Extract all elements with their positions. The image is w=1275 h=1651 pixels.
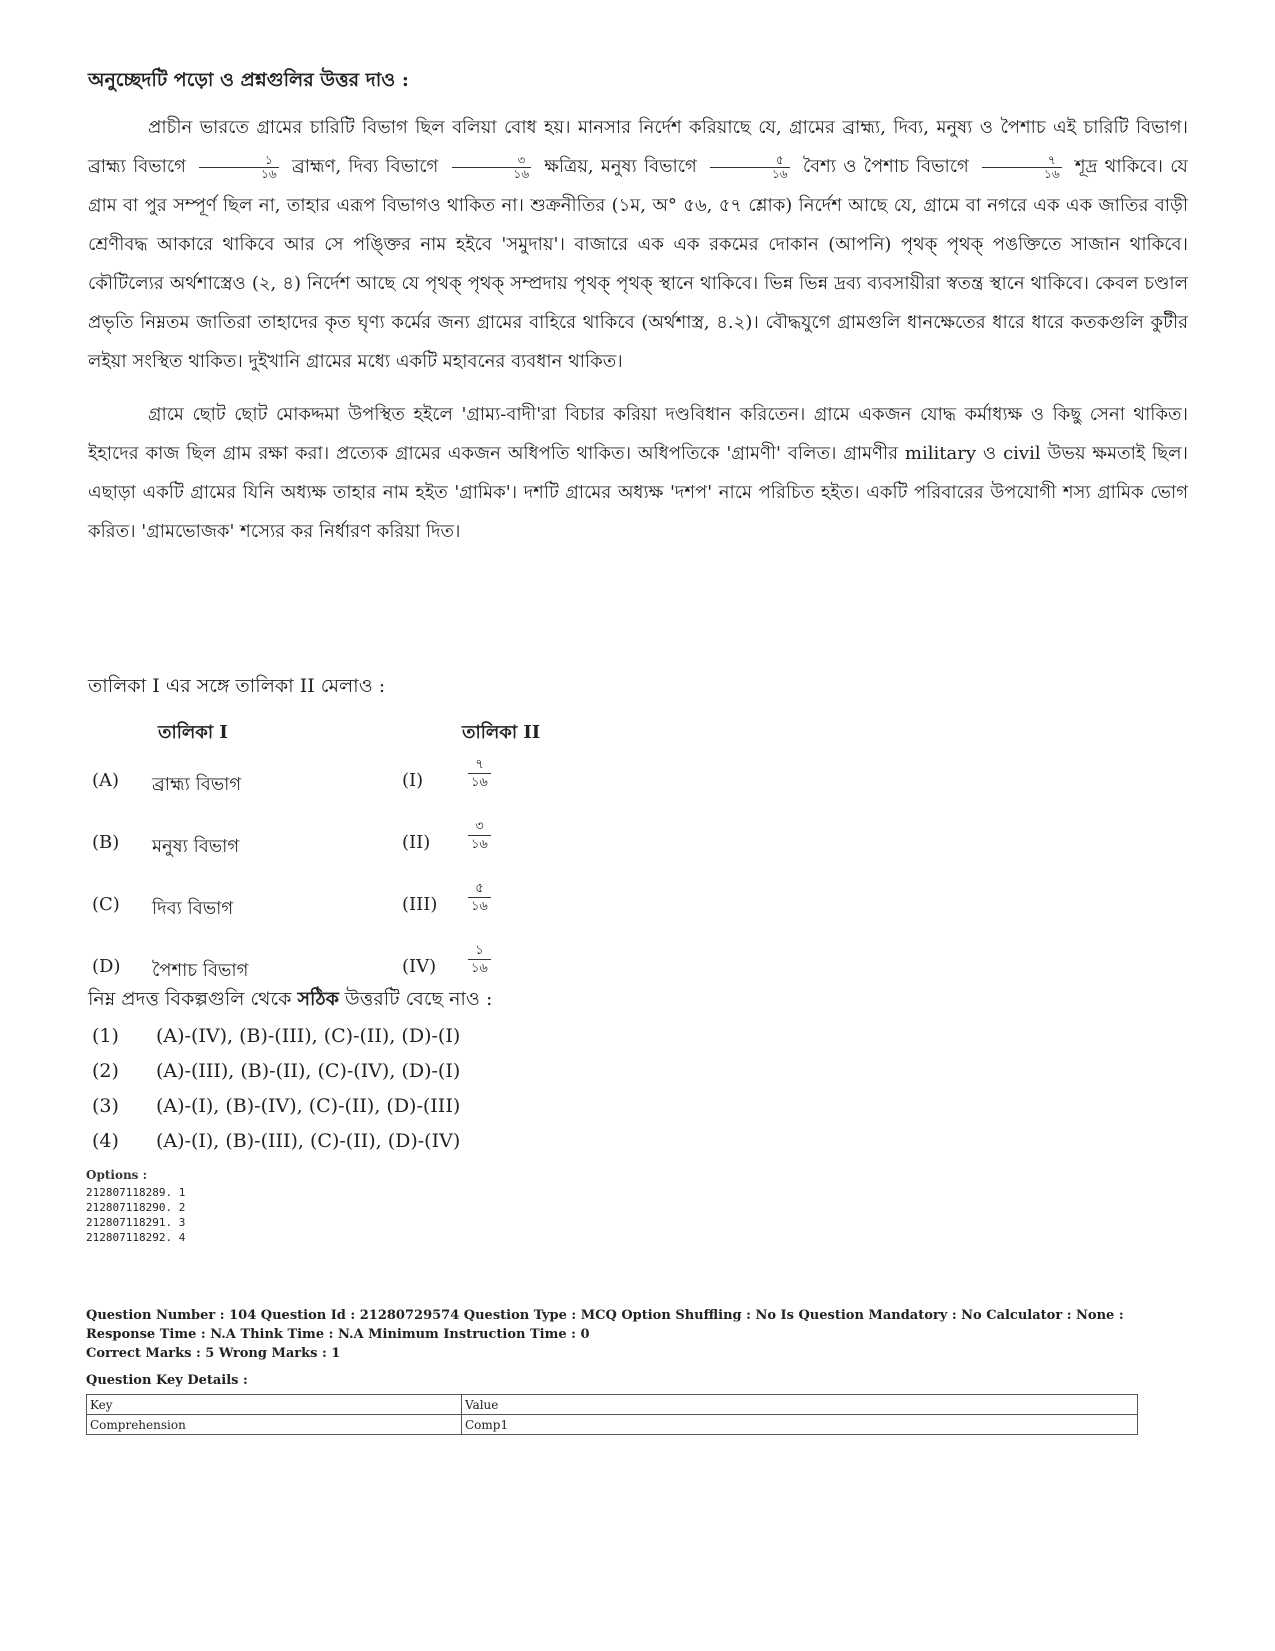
row-letter: (C) [92, 894, 120, 915]
row-fraction: ৫ ১৬ [468, 880, 491, 915]
list-1-header: তালিকা I [158, 722, 228, 743]
passage-instruction: অনুচ্ছেদটি পড়ো ও প্রশ্নগুলির উত্তর দাও : [88, 69, 409, 91]
answer-text: (A)-(III), (B)-(II), (C)-(IV), (D)-(I) [156, 1060, 461, 1082]
option-id: 212807118290. 2 [86, 1201, 186, 1214]
answer-number: (2) [92, 1060, 119, 1082]
match-row [92, 750, 612, 812]
table-cell: Comprehension [87, 1415, 462, 1435]
row-roman: (I) [402, 770, 424, 791]
answer-number: (3) [92, 1095, 119, 1117]
question-info [86, 1306, 1124, 1363]
row-roman: (IV) [402, 956, 437, 977]
table-header-row [87, 1395, 1138, 1415]
passage-text: বৈশ্য ও পৈশাচ বিভাগে [802, 156, 969, 177]
fraction: $\frac{৫}{১৬}$ [710, 154, 790, 181]
row-item: মনুষ্য বিভাগ [152, 836, 240, 857]
answer-text: (A)-(I), (B)-(IV), (C)-(II), (D)-(III) [156, 1095, 461, 1117]
row-item: পৈশাচ বিভাগ [152, 960, 249, 981]
match-table [92, 710, 612, 998]
question-info-line: Correct Marks : 5 Wrong Marks : 1 [86, 1346, 341, 1361]
passage-paragraph-2: গ্রামে ছোট ছোট মোকদ্দমা উপস্থিত হইলে 'গ্রাম্য-বাদী'রা বিচার করিয়া দণ্ডবিধান করিতেন। গ্রামে একজন যোদ্ধ কর্মাধ্যক্ষ ও কিছু সেনা থাকিত। ইহাদের কাজ ছিল গ্রাম রক্ষা করা। প্রত্যেক গ্রামের একজন অধিপতি থাকিত। অধিপতিকে 'গ্রামণী' বলিত। গ্রামণীর military ও civil উভয় ক্ষমতাই ছিল। এছাড়া একটি গ্রামের যিনি অধ্যক্ষ তাহার নাম হইত 'গ্রামিক'। দশটি গ্রামের অধ্যক্ষ 'দশপ' নামে পরিচিত হইত। একটি পরিবারের উপযোগী শস্য গ্রামিক ভোগ করিত। 'গ্রামভোজক' শস্যের কর নির্ধারণ করিয়া দিত। [88, 404, 1188, 542]
table-row [87, 1415, 1138, 1435]
option-id: 212807118292. 4 [86, 1231, 186, 1244]
question-info-line: Response Time : N.A Think Time : N.A Minimum Instruction Time : 0 [86, 1327, 590, 1342]
match-header [92, 710, 612, 750]
passage-text: ক্ষত্রিয়, মনুষ্য বিভাগে [544, 156, 697, 177]
match-instruction: তালিকা I এর সঙ্গে তালিকা II মেলাও : [88, 675, 386, 697]
passage [88, 108, 1188, 559]
row-fraction: ৭ ১৬ [468, 756, 491, 791]
question-key-details-label: Question Key Details : [86, 1373, 248, 1388]
table-cell: Comp1 [462, 1415, 1138, 1435]
passage-paragraph-1 [88, 108, 1188, 381]
table-header-cell: Value [462, 1395, 1138, 1415]
row-letter: (B) [92, 832, 120, 853]
answer-text: (A)-(IV), (B)-(III), (C)-(II), (D)-(I) [156, 1025, 461, 1047]
choose-instruction: নিম্ন প্রদত্ত বিকল্পগুলি থেকে সঠিক উত্তরটি বেছে নাও : [88, 988, 493, 1010]
option-id: 212807118291. 3 [86, 1216, 186, 1229]
row-fraction: ১ ১৬ [468, 942, 491, 977]
fraction: $\frac{৭}{১৬}$ [982, 154, 1062, 181]
list-2-header: তালিকা II [462, 722, 541, 743]
row-roman: (III) [402, 894, 438, 915]
row-letter: (A) [92, 770, 120, 791]
answer-number: (1) [92, 1025, 119, 1047]
fraction: $\frac{১}{১৬}$ [199, 154, 279, 181]
table-header-cell: Key [87, 1395, 462, 1415]
option-id: 212807118289. 1 [86, 1186, 186, 1199]
passage-text: ব্রাহ্মণ, দিব্য বিভাগে [291, 156, 439, 177]
question-info-line: Question Number : 104 Question Id : 21280729574 Question Type : MCQ Option Shuffling : No Is Question Mandatory : No Calculator : None : [86, 1308, 1124, 1323]
match-row [92, 812, 612, 874]
passage-text: শূদ্র থাকিবে। যে গ্রাম বা পুর সম্পূর্ণ ছিল না, তাহার এরূপ বিভাগও থাকিত না। শুক্রনীতির (১ম, অ° ৫৬, ৫৭ শ্লোক) নির্দেশ আছে যে, গ্রামে বা নগরে এক এক জাতির বাড়ী শ্রেণীবদ্ধ আকারে থাকিবে আর সে পঙ্ক্তির নাম হইবে 'সমুদায়'। বাজারে এক এক রকমের দোকান (আপনি) পৃথক্ পৃথক্ পঙক্তিতে সাজান থাকিবে। কৌটিল্যের অর্থশাস্ত্রেও (২, ৪) নির্দেশ আছে যে পৃথক্ পৃথক্ সম্প্রদায় পৃথক্ পৃথক্ স্থানে থাকিবে। ভিন্ন ভিন্ন দ্রব্য ব্যবসায়ীরা স্বতন্ত্র স্থানে থাকিবে। কেবল চণ্ডাল প্রভৃতি নিম্নতম জাতিরা তাহাদের কৃত ঘৃণ্য কর্মের জন্য গ্রামের বাহিরে থাকিবে (অর্থশাস্ত্র, ৪.২)। বৌদ্ধযুগে গ্রামগুলি ধানক্ষেতের ধারে ধারে কতকগুলি কুটীর লইয়া সংস্থিত থাকিত। দুইখানি গ্রামের মধ্যে একটি মহাবনের ব্যবধান থাকিত। [88, 156, 1188, 372]
question-key-table [86, 1394, 1138, 1435]
answer-number: (4) [92, 1130, 119, 1152]
row-letter: (D) [92, 956, 121, 977]
row-item: দিব্য বিভাগ [152, 898, 234, 919]
fraction: $\frac{৩}{১৬}$ [452, 154, 532, 181]
options-label: Options : [86, 1168, 148, 1182]
match-row [92, 874, 612, 936]
row-roman: (II) [402, 832, 431, 853]
passage-text: প্রাচীন ভারতে গ্রামের চারিটি বিভাগ ছিল বলিয়া বোধ হয়। মানসার নির্দেশ করিয়াছে যে, গ্রামের ব্রাহ্ম্য, দিব্য, মনুষ্য ও পৈশাচ এই চারিটি বিভাগ। ব্রাহ্ম্য বিভাগে [88, 117, 1188, 177]
answer-text: (A)-(I), (B)-(III), (C)-(II), (D)-(IV) [156, 1130, 461, 1152]
option-id-list [86, 1186, 185, 1246]
row-item: ব্রাহ্ম্য বিভাগ [152, 774, 242, 795]
row-fraction: ৩ ১৬ [468, 818, 491, 853]
